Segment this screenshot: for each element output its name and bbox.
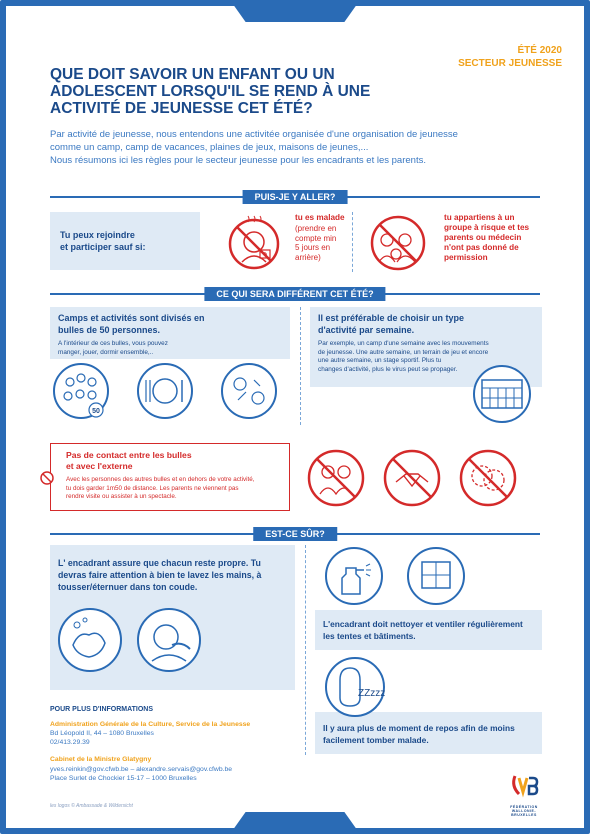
hygiene-heading <box>58 557 261 593</box>
bottom-notch <box>230 812 360 834</box>
note-line: (prendre en <box>295 224 337 233</box>
heading-line: facilement tomber malade. <box>323 735 429 745</box>
heading-line: d'activité par semaine. <box>318 324 415 335</box>
heading-line: devras faire attention à bien te lavez les mains, à <box>58 570 262 580</box>
top-notch <box>230 0 360 22</box>
condition-risk-group <box>444 213 529 263</box>
heading-line: Camps et activités sont divisés en <box>58 313 205 323</box>
prohibited-icon <box>40 471 54 485</box>
section-header-puis-je <box>50 190 540 204</box>
note-line: de jeunesse. Une autre semaine, un terrain de jeu et encore <box>318 348 489 356</box>
section-label: PUIS-JE Y ALLER? <box>243 190 348 204</box>
risk-line: n'ont pas donné de <box>444 243 519 252</box>
section-header-different <box>50 287 540 301</box>
one-activity-heading <box>318 313 464 336</box>
note-line: compte min <box>295 233 337 243</box>
season-tag <box>458 44 562 70</box>
section-label: CE QUI SERA DIFFÉRENT CET ÉTÉ? <box>204 287 385 301</box>
one-activity-note <box>318 340 489 374</box>
divider <box>352 212 353 272</box>
info-title: POUR PLUS D'INFORMATIONS <box>50 706 154 713</box>
fwb-logo-mark <box>509 770 539 800</box>
handwashing-icon <box>55 605 125 675</box>
info-address: Bd Léopold II, 44 – 1080 Bruxelles <box>50 730 154 737</box>
bubble-count-badge: 50 <box>92 408 100 415</box>
note-line: une autre semaine, un stage sportif. Plus tu <box>318 357 442 364</box>
info-org-culture: Administration Générale de la Culture, Service de la Jeunesse <box>50 721 251 728</box>
condition-sick-note <box>295 224 336 262</box>
heading-line: Pas de contact entre les bulles <box>66 450 192 460</box>
risk-group-icon <box>365 210 431 276</box>
no-contact-heading <box>66 450 192 472</box>
risk-line: groupe à risque et tes <box>444 223 530 232</box>
note-line: arrière) <box>295 252 321 262</box>
no-handshake-icon <box>380 446 444 510</box>
sick-child-icon <box>222 210 286 274</box>
heading-line: tousser/éternuer dans ton coude. <box>58 582 198 592</box>
intro-line: Par activité de jeunesse, nous entendons une activitée organisée d'une organisation de jeunesse <box>50 129 458 140</box>
cough-elbow-icon <box>134 605 204 675</box>
note-line: Par exemple, un camp d'une semaine avec les mouvements <box>318 340 489 347</box>
fwb-logo <box>504 770 544 817</box>
lead-text <box>60 230 146 253</box>
info-address: Place Surlet de Chockier 15-17 – 1000 Bruxelles <box>50 775 197 782</box>
info-email[interactable]: yves.reinkin@gov.cfwb.be – alexandre.servais@gov.cfwb.be <box>50 766 233 773</box>
no-visit-icon <box>304 446 368 510</box>
note-line: Avec les personnes des autres bulles et en dehors de votre activité, <box>66 476 255 483</box>
no-contact-note <box>66 476 255 502</box>
tag-year: ÉTÉ 2020 <box>517 45 562 56</box>
rest-heading <box>323 722 515 746</box>
zz-text: ZZzzz <box>358 688 386 699</box>
divider <box>300 307 301 425</box>
page-title: QUE DOIT SAVOIR UN ENFANT OU UN ADOLESCENT LORSQU'IL SE REND À UNE ACTIVITÉ DE JEUNESSE CET ÉTÉ? <box>50 66 371 117</box>
risk-line: tu appartiens à un <box>444 213 515 222</box>
intro-line: Nous résumons ici les règles pour le secteur jeunesse pour les encadrants et les parents. <box>50 155 426 166</box>
games-icon <box>218 360 280 422</box>
note-line: manger, jouer, dormir ensemble,.. <box>58 348 154 356</box>
intro-line: comme un camp, camp de vacances, plaines de jeux, maisons de jeunes,... <box>50 142 369 153</box>
meal-plate-icon <box>134 360 196 422</box>
calendar-week-icon <box>470 362 534 426</box>
heading-line: Il y aura plus de moment de repos afin de moins <box>323 723 515 733</box>
info-org-cabinet: Cabinet de la Ministre Glatygny <box>50 756 152 763</box>
tag-sector: SECTEUR JEUNESSE <box>458 58 562 69</box>
lead-line: et participer sauf si: <box>60 241 146 252</box>
intro-text <box>50 128 550 167</box>
bubbles-heading <box>58 313 205 336</box>
risk-line: parents ou médecin <box>444 233 522 242</box>
condition-sick-bold: tu es malade <box>295 213 345 222</box>
window-ventilation-icon <box>404 544 468 608</box>
divider <box>305 545 306 755</box>
heading-line: et avec l'externe <box>66 461 133 471</box>
lead-line: Tu peux rejoindre <box>60 230 135 240</box>
spray-bottle-icon <box>322 544 386 608</box>
note-line: 5 jours en <box>295 243 331 252</box>
bubbles-note <box>58 340 168 357</box>
risk-line: permission <box>444 253 488 262</box>
cleaning-heading <box>323 618 523 642</box>
bubble-group-icon <box>50 360 112 422</box>
heading-line: les tentes et bâtiments. <box>323 631 416 641</box>
heading-line: L' encadrant assure que chacun reste propre. Tu <box>58 558 261 568</box>
section-header-sur <box>50 527 540 541</box>
section-label: EST-CE SÛR? <box>253 527 337 541</box>
fwb-logo-text: FÉDÉRATION WALLONIE-BRUXELLES <box>510 805 538 817</box>
image-credit: les logos © Ambassade & Wildersicht <box>50 803 133 809</box>
no-mixing-icon <box>456 446 520 510</box>
heading-line: Il est préférable de choisir un type <box>318 313 465 323</box>
note-line: tu dois garder 1m50 de distance. Les parents ne viennent pas <box>66 484 239 492</box>
note-line: A l'intérieur de ces bulles, vous pouvez <box>58 340 168 347</box>
heading-line: bulles de 50 personnes. <box>58 324 161 335</box>
info-phone: 02/413.29.39 <box>50 739 90 746</box>
note-line: changes d'activité, plus le virus peut se propager. <box>318 365 458 373</box>
note-line: rendre visite ou assister à un spectacle. <box>66 493 177 501</box>
heading-line: L'encadrant doit nettoyer et ventiler régulièrement <box>323 619 523 629</box>
sleeping-bag-icon <box>322 654 388 720</box>
